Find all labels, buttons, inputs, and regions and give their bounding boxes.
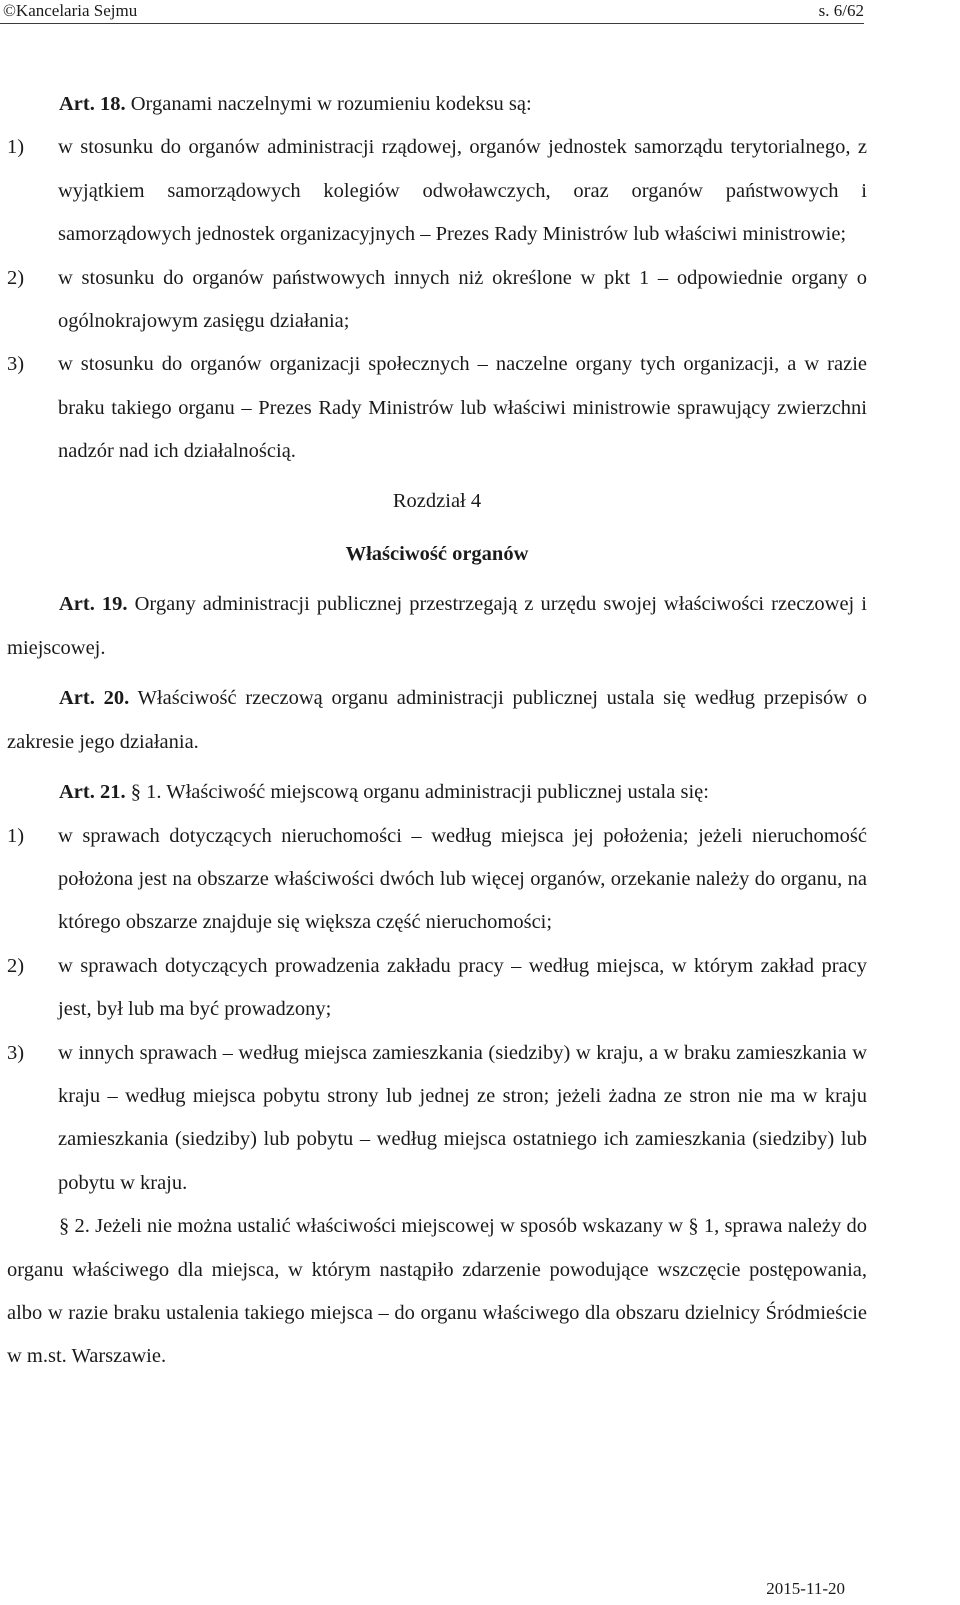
item-number: 3) xyxy=(7,353,25,376)
chapter-number: Rozdział 4 xyxy=(392,489,482,512)
article-20 xyxy=(7,677,867,764)
article-19-text: Organy administracji publicznej przestrzegają z urzędu swojej właściwości rzeczowej i miejscowej. xyxy=(7,593,867,659)
article-21-item-1 xyxy=(7,815,867,945)
item-number: 2) xyxy=(7,954,25,977)
article-20-label: Art. 20. xyxy=(59,687,130,710)
page-number: s. 6/62 xyxy=(818,1,864,20)
item-number: 1) xyxy=(7,136,25,159)
article-21-intro xyxy=(7,771,867,814)
article-18-item-2 xyxy=(7,257,867,344)
chapter-title: Właściwość organów xyxy=(345,543,529,566)
header-divider xyxy=(0,23,864,24)
item-text: w innych sprawach – według miejsca zamieszkania (siedziby) w kraju, a w braku zamieszkania w kraju – według miejsca pobytu strony lub jednej ze stron; jeżeli żadna ze stron nie ma w kraju zamieszkania (siedziby) lub pobytu – według miejsca ostatniego ich zamieszkania (siedziby) lub pobytu w kraju. xyxy=(58,1041,867,1194)
article-18-intro xyxy=(7,83,867,126)
page-header xyxy=(0,0,960,24)
article-19 xyxy=(7,583,867,670)
article-21-item-3 xyxy=(7,1032,867,1206)
article-18-text: Organami naczelnymi w rozumieniu kodeksu są: xyxy=(125,93,532,115)
article-21-text: § 1. Właściwość miejscową organu administracji publicznej ustala się: xyxy=(125,781,709,804)
article-18-item-3 xyxy=(7,343,867,473)
publisher-label: ©Kancelaria Sejmu xyxy=(3,1,138,20)
item-number: 1) xyxy=(7,824,25,847)
item-text: w stosunku do organów organizacji społecznych – naczelne organy tych organizacji, a w razie braku takiego organu – Prezes Rady Ministrów lub właściwi ministrowie sprawujący zwierzchni nadzór nad ich działalnością. xyxy=(58,353,867,463)
item-number: 3) xyxy=(7,1041,25,1064)
article-18-label: Art. 18. xyxy=(59,93,126,115)
item-text: w stosunku do organów administracji rządowej, organów jednostek samorządu terytorialnego, z wyjątkiem samorządowych kolegiów odwoławczych, oraz organów państwowych i samorządowych jednostek organizacyjnych – Prezes Rady Ministrów lub właściwi ministrowie; xyxy=(58,136,867,246)
item-number: 2) xyxy=(7,266,25,289)
article-18-item-1 xyxy=(7,126,867,256)
item-text: w sprawach dotyczących prowadzenia zakładu pracy – według miejsca, w którym zakład pracy jest, był lub ma być prowadzony; xyxy=(58,954,867,1021)
article-20-text: Właściwość rzeczową organu administracji publicznej ustala się według przepisów o zakresie jego działania. xyxy=(7,687,867,753)
item-text: w sprawach dotyczących nieruchomości – według miejsca jej położenia; jeżeli nieruchomość położona jest na obszarze właściwości dwóch lub więcej organów, orzekanie należy do organu, na którego obszarze znajduje się większa część nieruchomości; xyxy=(58,824,867,934)
article-19-label: Art. 19. xyxy=(59,593,128,616)
article-21-item-2 xyxy=(7,945,867,1032)
article-21-paragraph-2: § 2. Jeżeli nie można ustalić właściwości miejscowej w sposób wskazany w § 1, sprawa należy do organu właściwego dla miejsca, w którym nastąpiło zdarzenie powodujące wszczęcie postępowania, albo w razie braku ustalenia takiego miejsca – do organu właściwego dla obszaru dzielnicy Śródmieście w m.st. Warszawie. xyxy=(7,1215,867,1368)
footer-date: 2015-11-20 xyxy=(766,1579,845,1598)
item-text: w stosunku do organów państwowych innych niż określone w pkt 1 – odpowiednie organy o ogólnokrajowym zasięgu działania; xyxy=(58,266,867,333)
article-21-label: Art. 21. xyxy=(59,781,126,804)
document-body xyxy=(7,83,867,1379)
